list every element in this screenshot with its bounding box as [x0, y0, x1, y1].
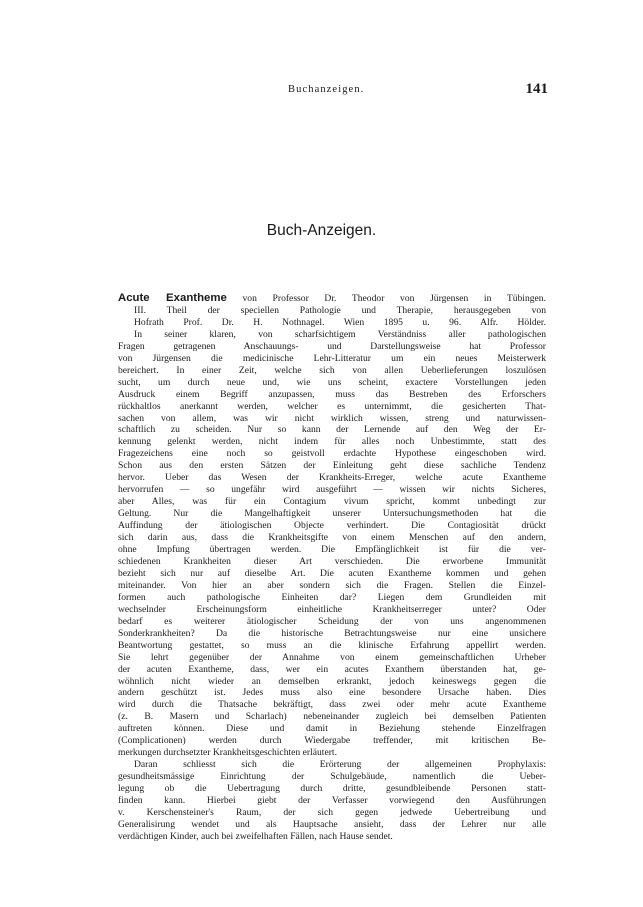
review-line: andern geschützt ist. Jedes muss also eine besondere Ursache haben. Dies	[118, 687, 546, 699]
review-line: sich darin aus, dass die Krankheitsgifte von einem Menschen auf den andern,	[118, 532, 546, 544]
review-line: Fragezeichens eine noch so geistvoll erdachte Hypothese eingeschoben wird.	[118, 448, 546, 460]
review-line: verdächtigen Kinder, auch bei zweifelhaften Fällen, nach Hause sendet.	[118, 830, 393, 842]
review-line: Beantwortung gestattet, so muss an die klinische Erfahrung appellirt werden.	[118, 639, 546, 651]
review-line: der acuten Exantheme, dass, wer ein acutes Exanthem überstanden hat, ge-	[118, 663, 546, 675]
review-first-line	[118, 293, 546, 305]
review-line: von Jürgensen die medicinische Lehr-Litteratur um ein neues Meisterwerk	[118, 352, 546, 364]
review-line: formen auch pathologische Einheiten dar? Liegen dem Grundleiden mit	[118, 591, 546, 603]
review-line: kennung gelenkt werden, nicht indem für alles noch Unbestimmte, statt des	[118, 436, 546, 448]
review-line: Generalisirung wendet und als Hauptsache ansieht, dass der Lehrer nur alle	[118, 818, 546, 830]
review-line: miteinander. Von hier an aber sondern sich die Fragen. Stellen die Einzel-	[118, 579, 546, 591]
review-line: Schon aus den ersten Sätzen der Einleitung geht diese sachliche Tendenz	[118, 460, 546, 472]
review-line: sachen von allem, was wir nicht wirklich wissen, streng und naturwissen-	[118, 412, 546, 424]
review-line: ohne Impfung übertragen werden. Die Empfänglichkeit ist für die ver-	[118, 544, 546, 556]
review-line: III. Theil der speciellen Pathologie und Therapie, herausgegeben von	[134, 304, 546, 316]
review-line: (Complicationen) werden durch Wiedergabe treffender, mit kritischen Be-	[118, 735, 546, 747]
review-headline: Acute Exantheme	[118, 293, 227, 304]
review-line: hervor. Ueber das Wesen der Krankheits-Erreger, welche acute Exantheme	[118, 472, 546, 484]
review-line: legung ob die Uebertragung durch dritte, gesundbleibende Personen statt-	[118, 783, 546, 795]
section-title: Buch-Anzeigen.	[266, 222, 377, 239]
review-line: v. Kerschensteiner's Raum, der sich gegen jedwede Uebertreibung und	[118, 806, 546, 818]
review-line: schaftlich zu scheiden. Nur so kann der Lernende auf den Weg der Er-	[118, 424, 546, 436]
review-line: bedarf es weiterer ätiologischer Scheidung der von uns angenommenen	[118, 615, 546, 627]
running-title: Buchanzeigen.	[288, 84, 365, 95]
review-line: wöhnlich nicht wieder an demselben erkrankt, jedoch keineswegs gegen die	[118, 675, 546, 687]
review-line: Sonderkrankheiten? Da die historische Betrachtungsweise nur eine unsichere	[118, 627, 546, 639]
review-body	[118, 293, 546, 843]
review-line: Fragen getragenen Anschauungs- und Darstellungsweise hat Professor	[118, 340, 546, 352]
review-line: sucht, um durch neue und, wie uns scheint, exactere Vorstellungen jeden	[118, 376, 546, 388]
review-line: finden kann. Hierbei giebt der Verfasser vorwiegend den Ausführungen	[118, 795, 546, 807]
review-line: merkungen durchsetzter Krankheitsgeschichten erläutert.	[118, 747, 337, 759]
review-line: Daran schliesst sich die Erörterung der allgemeinen Prophylaxis:	[134, 759, 546, 771]
review-line: hervorrufen — so ungefähr wird ausgeführt — wissen wir nichts Sicheres,	[118, 484, 546, 496]
review-line: bereichert. In einer Zeit, welche sich von allen Ueberlieferungen loszulösen	[118, 364, 546, 376]
review-line: wechselnder Erscheinungsform einheitliche Krankheitserreger unter? Oder	[118, 603, 546, 615]
review-line: gesundheitsmässige Einrichtung der Schulgebäude, namentlich die Ueber-	[118, 771, 546, 783]
review-line: Geltung. Nur die Mangelhaftigkeit unserer Untersuchungsmethoden hat die	[118, 508, 546, 520]
running-head	[118, 81, 548, 100]
review-line: von Professor Dr. Theodor von Jürgensen in Tübingen.	[242, 293, 546, 304]
page-number: 141	[525, 81, 548, 97]
review-line: Auffindung der ätiologischen Objecte verhindert. Die Contagiosität drückt	[118, 520, 546, 532]
review-line: (z. B. Masern und Scharlach) nebeneinander zugleich bei demselben Patienten	[118, 711, 546, 723]
review-line: Sie lehrt gegenüber der Annahme von einem gemeinschaftlichen Urheber	[118, 651, 546, 663]
review-line: schiedenen Krankheiten dieser Art verschieden. Die erworbene Immunität	[118, 555, 546, 567]
review-line: aber Alles, was für ein Contagium vivum spricht, kommt unbedingt zur	[118, 496, 546, 508]
review-line: bezieht sich nur auf dieselbe Art. Die acuten Exantheme kommen und gehen	[118, 567, 546, 579]
review-line: In seiner klaren, von scharfsichtigem Verständniss aller pathologischen	[134, 328, 546, 340]
review-line: auftreten können. Diese und damit in Beziehung stehende Einzelfragen	[118, 723, 546, 735]
review-line: Hofrath Prof. Dr. H. Nothnagel. Wien 1895 u. 96. Alfr. Hölder.	[134, 316, 546, 328]
review-line: wird durch die Thatsache bekräftigt, dass zwei oder mehr acute Exantheme	[118, 699, 546, 711]
review-line: rückhaltlos anerkannt werden, welcher es unternimmt, die gesicherten That-	[118, 400, 546, 412]
review-line: Ausdruck einem Begriff anzupassen, muss das Bestreben des Erforschers	[118, 388, 546, 400]
